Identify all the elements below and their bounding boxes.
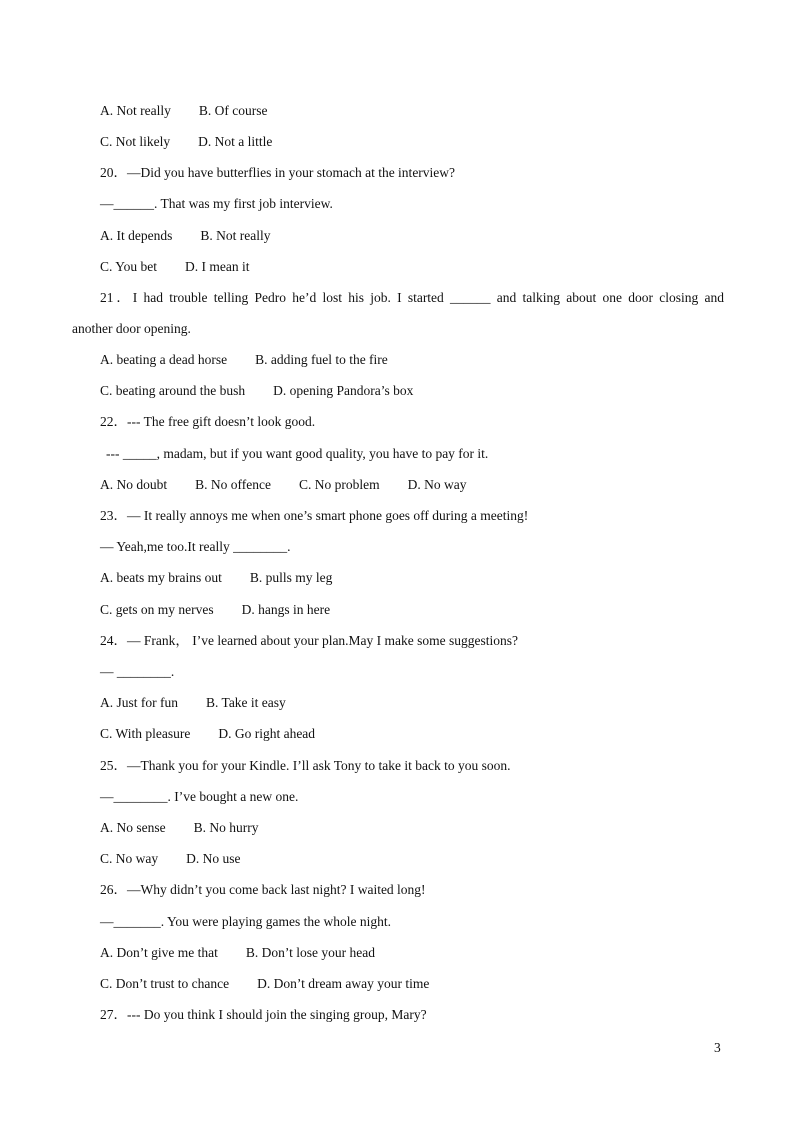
answer-line-20: —______. That was my first job interview. (100, 196, 333, 211)
option-d: D. Go right ahead (218, 726, 316, 741)
question-21: 21．I had trouble telling Pedro he’d lost his job. I started ______ and talking about one door closing and (100, 290, 724, 305)
question-21-continued: another door opening. (72, 321, 191, 336)
option-line (100, 477, 466, 493)
option-line (100, 945, 375, 961)
option-line (100, 976, 429, 992)
option-line (100, 228, 270, 244)
option-line (100, 103, 267, 119)
option-line (100, 259, 250, 275)
question-26: 26．—Why didn’t you come back last night? I waited long! (100, 882, 426, 897)
option-c: C. You bet (100, 259, 158, 274)
option-b: B. Don’t lose your head (245, 945, 375, 960)
option-b: B. pulls my leg (249, 570, 333, 585)
option-b: B. No offence (195, 477, 271, 492)
option-d: D. I mean it (185, 259, 250, 274)
option-line (100, 695, 286, 711)
answer-line-26: —_______. You were playing games the whole night. (100, 914, 391, 929)
option-line (100, 820, 259, 836)
option-line (100, 570, 332, 586)
option-a: A. Not really (100, 103, 171, 118)
option-c: C. Don’t trust to chance (100, 976, 230, 991)
option-a: A. No sense (100, 820, 166, 835)
option-a: A. It depends (100, 228, 173, 243)
page-number: 3 (714, 1040, 721, 1055)
option-c: C. No way (100, 851, 159, 866)
option-d: D. No use (186, 851, 241, 866)
option-a: A. beats my brains out (100, 570, 222, 585)
answer-line-23: — Yeah,me too.It really ________. (100, 539, 291, 554)
answer-line-22: --- _____, madam, but if you want good quality, you have to pay for it. (106, 446, 489, 461)
question-22: 22．--- The free gift doesn’t look good. (100, 414, 316, 429)
option-c: C. With pleasure (100, 726, 191, 741)
option-line (100, 383, 413, 399)
option-c: C. No problem (298, 477, 380, 492)
question-27: 27．--- Do you think I should join the singing group, Mary? (100, 1007, 427, 1022)
option-d: D. Don’t dream away your time (257, 976, 430, 991)
option-c: C. gets on my nerves (100, 602, 214, 617)
option-b: B. No hurry (193, 820, 259, 835)
option-line (100, 352, 388, 368)
question-20: 20．—Did you have butterflies in your stomach at the interview? (100, 165, 456, 180)
option-d: D. opening Pandora’s box (273, 383, 414, 398)
question-23: 23．— It really annoys me when one’s smart phone goes off during a meeting! (100, 508, 529, 523)
option-line (100, 134, 272, 150)
answer-line-24: — ________. (100, 664, 175, 679)
option-line (100, 851, 241, 867)
option-b: B. Not really (200, 228, 271, 243)
option-d: D. No way (407, 477, 467, 492)
option-line (100, 602, 330, 618)
option-c: C. beating around the bush (100, 383, 246, 398)
option-b: B. Of course (198, 103, 268, 118)
option-d: D. hangs in here (241, 602, 331, 617)
question-25: 25．—Thank you for your Kindle. I’ll ask Tony to take it back to you soon. (100, 758, 511, 773)
option-a: A. Don’t give me that (100, 945, 218, 960)
option-c: C. Not likely (100, 134, 171, 149)
option-b: B. Take it easy (206, 695, 286, 710)
option-a: A. No doubt (100, 477, 168, 492)
option-line (100, 726, 315, 742)
option-d: D. Not a little (198, 134, 273, 149)
option-b: B. adding fuel to the fire (255, 352, 388, 367)
question-24: 24．— Frank， I’ve learned about your plan.May I make some suggestions? (100, 633, 519, 648)
option-a: A. beating a dead horse (100, 352, 228, 367)
answer-line-25: —________. I’ve bought a new one. (100, 789, 299, 804)
option-a: A. Just for fun (100, 695, 178, 710)
